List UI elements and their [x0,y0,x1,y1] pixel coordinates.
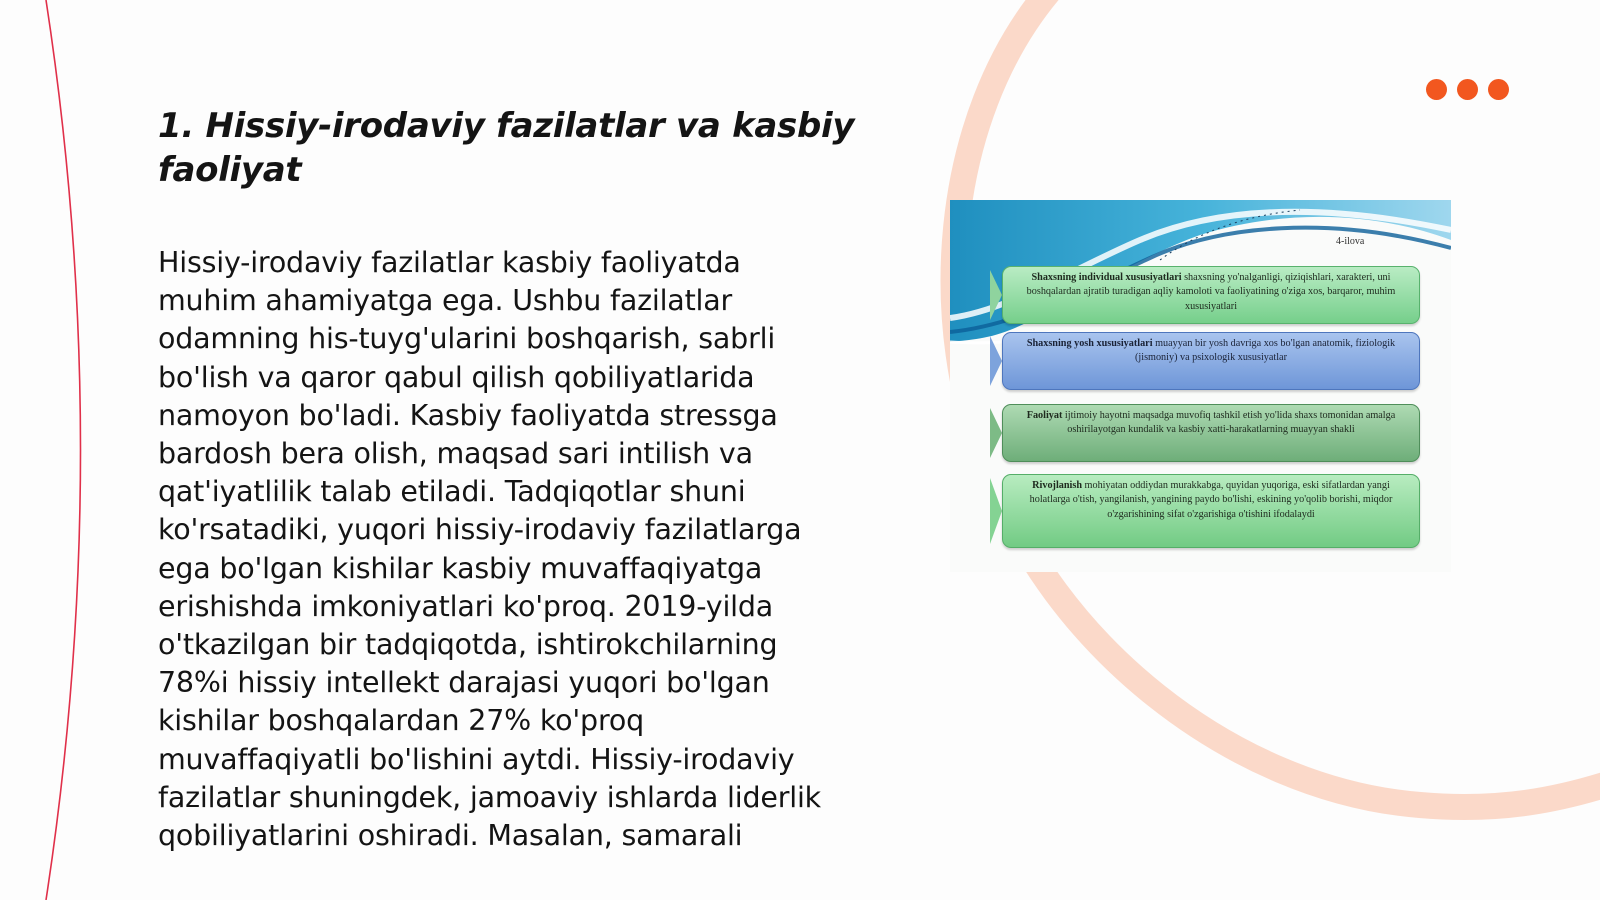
dot [1426,79,1447,100]
figure-tag: 4-ilova [1336,236,1365,247]
figure-box-text: muayyan bir yosh davriga xos bo'lgan anatomik, fiziologik (jismoniy) va psixologik xususiyatlar [1135,338,1396,364]
figure-box-term: Faoliyat [1026,410,1065,421]
figure-box-text: mohiyatan oddiydan murakkabga, quyidan yuqoriga, eski sifatlardan yangi holatlarga o'tish, yangilanish, yangining paydo bo'lishi, eskining yo'qolib borishi, miqdor o'zgarishining sifat o'zgarishiga o'tishini ifodalaydi [1029,480,1393,520]
figure-box-term: Rivojlanish [1032,480,1085,491]
figure-box-text: ijtimoiy hayotni maqsadga muvofiq tashkil etish yo'lida shaxs tomonidan amalga oshirilayotgan kundalik va kasbiy xatti-harakatlarning muayyan shakli [1064,410,1396,436]
embedded-figure [950,200,1451,572]
figure-box-text: shaxsning yo'nalganligi, qiziqishlari, xarakteri, uni boshqalardan ajratib turadigan aqliy kamoloti va faoliyatining o'ziga xos, barqaror, muhim xususiyatlari [1026,272,1396,312]
figure-box-development [1002,474,1420,548]
figure-box-age [1002,332,1420,390]
dot [1457,79,1478,100]
slide-title: 1. Hissiy-irodaviy fazilatlar va kasbiy faoliyat [158,106,855,190]
slide-body-text: Hissiy-irodaviy fazilatlar kasbiy faoliyatda muhim ahamiyatga ega. Ushbu fazilatlar odamning his-tuyg'ularini boshqarish, sabrli bo'lish va qaror qabul qilish qobiliyatlarida namoyon bo'ladi. Kasbiy faoliyatda stressga bardosh bera olish, maqsad sari intilish va qat'iyatlilik talab etiladi. Tadqiqotlar shuni ko'rsatadiki, yuqori hissiy-irodaviy fazilatlarga ega bo'lgan kishilar kasbiy muvaffaqiyatga erishishda imkoniyatlari ko'proq. 2019-yilda o'tkazilgan bir tadqiqotda, ishtirokchilarning 78%i hissiy intellekt darajasi yuqori bo'lgan kishilar boshqalardan 27% ko'proq muvaffaqiyatli bo'lishini aytdi. Hissiy-irodaviy fazilatlar shuningdek, jamoaviy ishlarda liderlik qobiliyatlarini oshiradi. Masalan, samarali [158,246,821,853]
figure-box-term: Shaxsning individual xususiyatlari [1031,272,1185,283]
three-dots-icon [1426,79,1509,100]
left-curve-line [46,0,81,900]
dot [1488,79,1509,100]
figure-box-activity [1002,404,1420,462]
figure-box-term: Shaxsning yosh xususiyatlari [1026,338,1156,349]
figure-box-individual [1002,266,1420,324]
